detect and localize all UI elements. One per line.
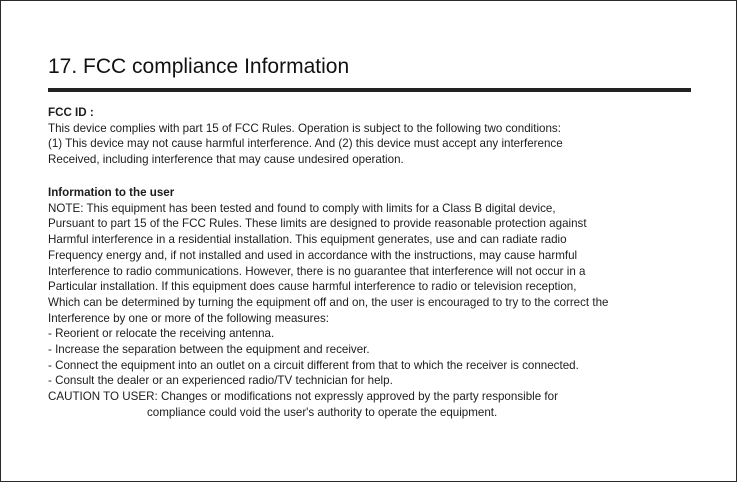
measure-item: - Connect the equipment into an outlet on a circuit different from that to which the receiver is connected. [48,358,579,372]
measure-item: - Increase the separation between the equipment and receiver. [48,343,370,357]
info-line: Harmful interference in a residential installation. This equipment generates, use and can radiate radio [48,233,567,247]
fcc-line: (1) This device may not cause harmful interference. And (2) this device must accept any interference [48,137,563,151]
info-line: Interference to radio communications. However, there is no guarantee that interference will not occur in a [48,264,586,278]
fcc-id-heading: FCC ID : [48,106,94,119]
measure-item: - Reorient or relocate the receiving antenna. [48,327,275,341]
fcc-id-section [48,105,563,168]
user-info-section [48,185,609,421]
title-rule [48,88,691,92]
user-info-heading: Information to the user [48,186,175,199]
fcc-line: This device complies with part 15 of FCC Rules. Operation is subject to the following two conditions: [48,121,561,135]
caution-line: CAUTION TO USER: Changes or modifications not expressly approved by the party responsible for [48,390,558,404]
measure-item: - Consult the dealer or an experienced radio/TV technician for help. [48,374,393,388]
info-line: Frequency energy and, if not installed and used in accordance with the instructions, may cause harmful [48,248,578,262]
fcc-line: Received, including interference that may cause undesired operation. [48,153,404,167]
info-line: Pursuant to part 15 of the FCC Rules. These limits are designed to provide reasonable protection against [48,217,587,231]
info-line: NOTE: This equipment has been tested and found to comply with limits for a Class B digital device, [48,201,556,215]
caution-continuation: compliance could void the user's authority to operate the equipment. [147,405,498,419]
info-line: Particular installation. If this equipment does cause harmful interference to radio or television reception, [48,280,577,294]
info-line: Which can be determined by turning the equipment off and on, the user is encouraged to try to the correct the [48,295,609,309]
page-title: 17. FCC compliance Information [48,55,350,78]
info-line: Interference by one or more of the following measures: [48,311,329,325]
